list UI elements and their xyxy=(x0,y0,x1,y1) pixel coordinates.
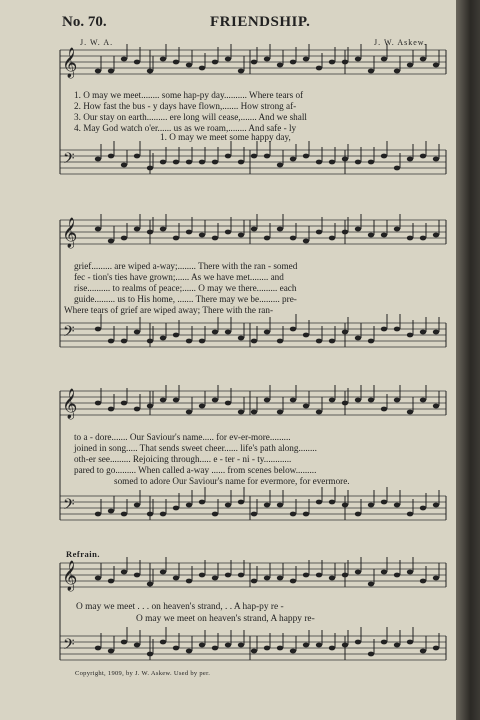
system-1-bass-note xyxy=(342,157,348,162)
system-2-bass-note xyxy=(303,333,309,338)
system-1-treble-note xyxy=(342,60,348,65)
system-3-treble-note xyxy=(121,401,127,406)
verse-1-line-3: to a - dore....... Our Saviour's name..... for ev-er-more......... xyxy=(74,432,291,442)
system-2-bass-note xyxy=(329,339,335,344)
system-3-bass-note xyxy=(381,500,387,505)
system-3-bass-note xyxy=(238,500,244,505)
system-2-bass-note xyxy=(420,330,426,335)
system-3-bass-note xyxy=(433,503,439,508)
system-1-bass-note xyxy=(264,154,270,159)
system-1-bass-note xyxy=(381,154,387,159)
system-2-bass-note xyxy=(251,339,257,344)
system-2-treble-note xyxy=(147,230,153,235)
system-2-treble-note xyxy=(277,227,283,232)
refrain-treble-note xyxy=(277,576,283,581)
system-1-treble-note xyxy=(277,63,283,68)
system-3-bass-note xyxy=(160,512,166,517)
verse-2-line-2: fec - tion's ties have grown;...... As we have met........ and xyxy=(74,272,284,282)
refrain-bass-note xyxy=(394,643,400,648)
refrain-bass-note xyxy=(147,652,153,657)
system-2-bass-note xyxy=(290,327,296,332)
refrain-treble-note xyxy=(290,579,296,584)
verse-3-line-2: rise.......... to realms of peace;...... O may we there......... each xyxy=(74,283,297,293)
system-2-treble-note xyxy=(394,227,400,232)
refrain-treble-note xyxy=(108,579,114,584)
system-1-bass-note xyxy=(420,154,426,159)
system-1-treble-note xyxy=(238,69,244,74)
system-2-treble-note xyxy=(381,233,387,238)
refrain-bass-note xyxy=(355,640,361,645)
refrain-treble-note xyxy=(186,579,192,584)
system-2-treble-clef: 𝄞 xyxy=(62,218,78,248)
system-2-treble-note xyxy=(329,236,335,241)
system-2-treble-note xyxy=(95,227,101,232)
system-1-bass-note xyxy=(368,160,374,165)
refrain-treble-note xyxy=(264,576,270,581)
system-2-treble-note xyxy=(212,236,218,241)
system-1-bass-note xyxy=(160,160,166,165)
system-2-treble-note xyxy=(173,236,179,241)
system-1-bass-note xyxy=(303,154,309,159)
refrain-treble-note xyxy=(134,573,140,578)
system-2-bass-note xyxy=(186,339,192,344)
refrain-treble-note xyxy=(173,576,179,581)
system-1-treble-note xyxy=(381,57,387,62)
refrain-treble-note xyxy=(147,582,153,587)
system-3-bass-note xyxy=(394,503,400,508)
system-1-treble-note xyxy=(134,60,140,65)
system-3-treble-note xyxy=(342,401,348,406)
verse-2-line-1: 2. How fast the bus - y days have flown,....... How strong af- xyxy=(74,101,297,111)
refrain-bass-note xyxy=(95,646,101,651)
system-2-bass-clef: 𝄢 xyxy=(63,323,75,344)
refrain-bass-note xyxy=(173,646,179,651)
system-2-treble-note xyxy=(433,233,439,238)
system-1-treble-note xyxy=(212,60,218,65)
system-2-bass-note xyxy=(316,339,322,344)
refrain-bass-note xyxy=(264,646,270,651)
system-1-treble-note xyxy=(147,69,153,74)
system-1-bass-note xyxy=(277,163,283,168)
system-1-treble-note xyxy=(225,57,231,62)
system-3-bass-note xyxy=(355,512,361,517)
copyright-notice: Copyright, 1909, by J. W. Askew. Used by per. xyxy=(75,670,211,677)
system-1-bass-note xyxy=(290,157,296,162)
refrain-treble-note xyxy=(95,576,101,581)
lyricist-credit: J. W. A. xyxy=(80,38,114,47)
refrain-bass-note xyxy=(381,640,387,645)
system-1-treble-note xyxy=(368,69,374,74)
system-1-treble-note xyxy=(121,57,127,62)
system-3-treble-note xyxy=(212,398,218,403)
refrain-bass-note xyxy=(108,649,114,654)
system-1-treble-note xyxy=(433,63,439,68)
system-3-treble-note xyxy=(225,401,231,406)
system-1-bass-note xyxy=(238,160,244,165)
system-3-treble-note xyxy=(108,407,114,412)
system-3-bass-note xyxy=(277,503,283,508)
system-3-treble-note xyxy=(329,398,335,403)
system-3-treble-note xyxy=(290,398,296,403)
system-1-bass-note xyxy=(329,160,335,165)
refrain-lyric-treble: O may we meet . . . on heaven's strand, . . A hap-py re - xyxy=(76,602,284,612)
refrain-treble-note xyxy=(251,579,257,584)
system-2-bass-note xyxy=(108,339,114,344)
system-2-bass-note xyxy=(225,330,231,335)
system-2-bass-note xyxy=(407,333,413,338)
system-1-treble-note xyxy=(264,57,270,62)
system-1-treble-note xyxy=(186,63,192,68)
refrain-bass-note xyxy=(212,646,218,651)
system-2-treble-note xyxy=(238,233,244,238)
system-3-treble-note xyxy=(147,404,153,409)
system-1-treble-note xyxy=(95,69,101,74)
refrain-bass-note xyxy=(121,640,127,645)
system-1-treble-clef: 𝄞 xyxy=(62,48,78,78)
system-2-treble-note xyxy=(186,230,192,235)
verse-4-line-1: 4. May God watch o'er...... us as we roam,........ And safe - ly xyxy=(74,123,297,133)
system-3-treble-note xyxy=(368,398,374,403)
refrain-treble-note xyxy=(355,570,361,575)
system-3-bass-note xyxy=(251,512,257,517)
system-3-treble-note xyxy=(407,410,413,415)
refrain-bass-note xyxy=(186,649,192,654)
system-2-treble-note xyxy=(407,236,413,241)
system-2-bass-note xyxy=(368,339,374,344)
system-2-bass-note xyxy=(342,330,348,335)
verse-2-line-3: joined in song..... That sends sweet cheer...... life's path along........ xyxy=(74,443,317,453)
system-1-treble-note xyxy=(290,60,296,65)
refrain-bass-clef: 𝄢 xyxy=(63,636,75,657)
refrain-bass-note xyxy=(225,643,231,648)
system-3-treble-note xyxy=(277,410,283,415)
system-2-bass-note xyxy=(277,339,283,344)
refrain-bass-note xyxy=(290,649,296,654)
system-1-bass-note xyxy=(173,160,179,165)
refrain-bass-note xyxy=(303,643,309,648)
system-3-treble-note xyxy=(199,404,205,409)
system-2-bass-note xyxy=(147,339,153,344)
refrain-treble-note xyxy=(238,573,244,578)
system-3-treble-note xyxy=(173,398,179,403)
system-3-treble-note xyxy=(251,410,257,415)
system-1-bass-note xyxy=(394,166,400,171)
system-1-treble-note xyxy=(160,57,166,62)
system-2-bass-note xyxy=(212,330,218,335)
system-3-treble-note xyxy=(238,410,244,415)
system-2-treble-note xyxy=(160,227,166,232)
system-1-treble-note xyxy=(251,60,257,65)
system-3-bass-clef: 𝄢 xyxy=(63,496,75,517)
system-3-bass-note xyxy=(316,500,322,505)
system-2-bass-note xyxy=(264,330,270,335)
refrain-treble-note xyxy=(303,573,309,578)
system-3-treble-note xyxy=(355,398,361,403)
system-3-treble-note xyxy=(186,410,192,415)
refrain-treble-note xyxy=(420,579,426,584)
verse-3-line-1: 3. Our stay on earth......... ere long will cease,....... And we shall xyxy=(74,112,307,122)
system-3-bass-note xyxy=(108,509,114,514)
refrain-bass-note xyxy=(316,643,322,648)
system-2-bass-note xyxy=(433,330,439,335)
system-2-treble-note xyxy=(316,230,322,235)
system-2-treble-note xyxy=(355,227,361,232)
system-3-bass-note xyxy=(95,512,101,517)
verse-4-line-3: pared to go......... When called a-way ...... from scenes below......... xyxy=(74,465,317,475)
system-1-bass-note xyxy=(121,163,127,168)
bass-lyric-1: 1. O may we meet some happy day, xyxy=(160,132,291,142)
system-3-treble-note xyxy=(264,398,270,403)
system-2-bass-note xyxy=(394,327,400,332)
refrain-treble-note xyxy=(316,573,322,578)
refrain-treble-note xyxy=(121,570,127,575)
system-3-bass-note xyxy=(407,512,413,517)
system-2-bass-note xyxy=(355,336,361,341)
system-1-treble-note xyxy=(199,66,205,71)
system-3-bass-note xyxy=(173,506,179,511)
refrain-bass-note xyxy=(199,643,205,648)
system-3-bass-note xyxy=(121,512,127,517)
system-2-bass-note xyxy=(238,336,244,341)
refrain-treble-note xyxy=(394,573,400,578)
verse-3-line-3: oth-er see......... Rejoicing through..... e - ter - ni - ty............ xyxy=(74,454,292,464)
system-2-bass-note xyxy=(381,327,387,332)
system-2-treble-note xyxy=(264,236,270,241)
system-3-treble-note xyxy=(381,407,387,412)
system-2-bass-note xyxy=(199,339,205,344)
system-3-bass-note xyxy=(199,500,205,505)
system-3-treble-note xyxy=(394,398,400,403)
system-3-treble-note xyxy=(420,398,426,403)
system-1-bass-note xyxy=(199,160,205,165)
verse-1-line-2: grief......... are wiped a-way;........ There with the ran - somed xyxy=(74,261,298,271)
system-2-treble-note xyxy=(251,227,257,232)
refrain-bass-note xyxy=(420,649,426,654)
system-3-bass-note xyxy=(290,512,296,517)
system-2-bass-note xyxy=(121,339,127,344)
system-1-bass-clef: 𝄢 xyxy=(63,150,75,171)
system-3-bass-note xyxy=(420,506,426,511)
refrain-treble-note xyxy=(199,573,205,578)
system-3-bass-note xyxy=(329,500,335,505)
refrain-bass-note xyxy=(407,640,413,645)
verse-4-line-2: guide......... us to His home, ....... There may we be......... pre- xyxy=(74,294,297,304)
system-3-treble-note xyxy=(160,398,166,403)
refrain-treble-note xyxy=(407,570,413,575)
system-1-bass-note xyxy=(134,154,140,159)
system-3-treble-note xyxy=(433,404,439,409)
system-1-bass-note xyxy=(147,166,153,171)
refrain-treble-note xyxy=(433,576,439,581)
system-3-bass-note xyxy=(342,503,348,508)
system-2-bass-note xyxy=(173,333,179,338)
refrain-bass-note xyxy=(433,646,439,651)
system-3-bass-note xyxy=(303,512,309,517)
system-1-bass-note xyxy=(316,160,322,165)
system-3-bass-note xyxy=(212,512,218,517)
refrain-treble-note xyxy=(381,570,387,575)
system-2-treble-note xyxy=(368,233,374,238)
verse-1-line-1: 1. O may we meet........ some hap-py day.......... Where tears of xyxy=(74,90,304,100)
refrain-treble-note xyxy=(160,570,166,575)
system-3-treble-note xyxy=(303,404,309,409)
system-2-bass-note xyxy=(160,336,166,341)
system-3-treble-clef: 𝄞 xyxy=(62,389,78,419)
system-1-treble-note xyxy=(303,57,309,62)
refrain-bass-note xyxy=(277,646,283,651)
system-2-treble-note xyxy=(290,236,296,241)
system-1-bass-note xyxy=(251,154,257,159)
bass-lyric-3: somed to adore Our Saviour's name for evermore, for evermore. xyxy=(114,476,350,486)
system-3-treble-note xyxy=(134,407,140,412)
system-1-treble-note xyxy=(394,69,400,74)
system-1-bass-note xyxy=(186,160,192,165)
system-3-bass-note xyxy=(368,503,374,508)
refrain-bass-note xyxy=(134,643,140,648)
system-1-bass-note xyxy=(108,154,114,159)
system-1-bass-note xyxy=(225,154,231,159)
system-1-treble-note xyxy=(355,57,361,62)
system-3-treble-note xyxy=(316,410,322,415)
system-1-treble-note xyxy=(316,66,322,71)
system-3-bass-note xyxy=(134,503,140,508)
refrain-bass-note xyxy=(368,652,374,657)
system-1-treble-note xyxy=(173,60,179,65)
refrain-treble-note xyxy=(225,573,231,578)
refrain-bass-note xyxy=(329,646,335,651)
system-2-treble-note xyxy=(303,239,309,244)
system-3-bass-note xyxy=(147,512,153,517)
hymn-number: No. 70. xyxy=(62,14,107,30)
system-2-treble-note xyxy=(225,230,231,235)
refrain-bass-note xyxy=(238,643,244,648)
refrain-bass-note xyxy=(160,640,166,645)
system-2-treble-note xyxy=(121,236,127,241)
system-2-treble-note xyxy=(199,233,205,238)
refrain-treble-note xyxy=(329,576,335,581)
refrain-treble-clef: 𝄞 xyxy=(62,561,78,591)
system-3-treble-note xyxy=(95,401,101,406)
system-1-bass-note xyxy=(95,157,101,162)
system-3-bass-note xyxy=(264,503,270,508)
refrain-treble-note xyxy=(212,576,218,581)
system-2-bass-note xyxy=(95,327,101,332)
composer-credit: J. W. Askew. xyxy=(374,38,428,47)
system-1-treble-note xyxy=(407,63,413,68)
system-2-bass-note xyxy=(134,330,140,335)
system-2-treble-note xyxy=(420,236,426,241)
system-2-treble-note xyxy=(342,230,348,235)
book-spine xyxy=(456,0,480,720)
system-1-bass-note xyxy=(212,160,218,165)
system-1-bass-note xyxy=(433,157,439,162)
refrain-treble-note xyxy=(342,573,348,578)
system-1-bass-note xyxy=(355,160,361,165)
system-2-treble-note xyxy=(108,239,114,244)
refrain-lyric-bass: O may we meet on heaven's strand, A happy re- xyxy=(136,614,315,624)
refrain-bass-note xyxy=(251,649,257,654)
refrain-treble-note xyxy=(368,582,374,587)
hymn-title: FRIENDSHIP. xyxy=(210,14,311,30)
system-1-treble-note xyxy=(108,69,114,74)
refrain-bass-note xyxy=(342,643,348,648)
system-1-treble-note xyxy=(329,60,335,65)
refrain-label: Refrain. xyxy=(66,549,100,559)
system-2-treble-note xyxy=(134,227,140,232)
system-3-bass-note xyxy=(225,503,231,508)
system-3-bass-note xyxy=(186,503,192,508)
system-1-bass-note xyxy=(407,157,413,162)
system-1-treble-note xyxy=(420,57,426,62)
bass-lyric-2: Where tears of grief are wiped away; There with the ran- xyxy=(64,305,273,315)
